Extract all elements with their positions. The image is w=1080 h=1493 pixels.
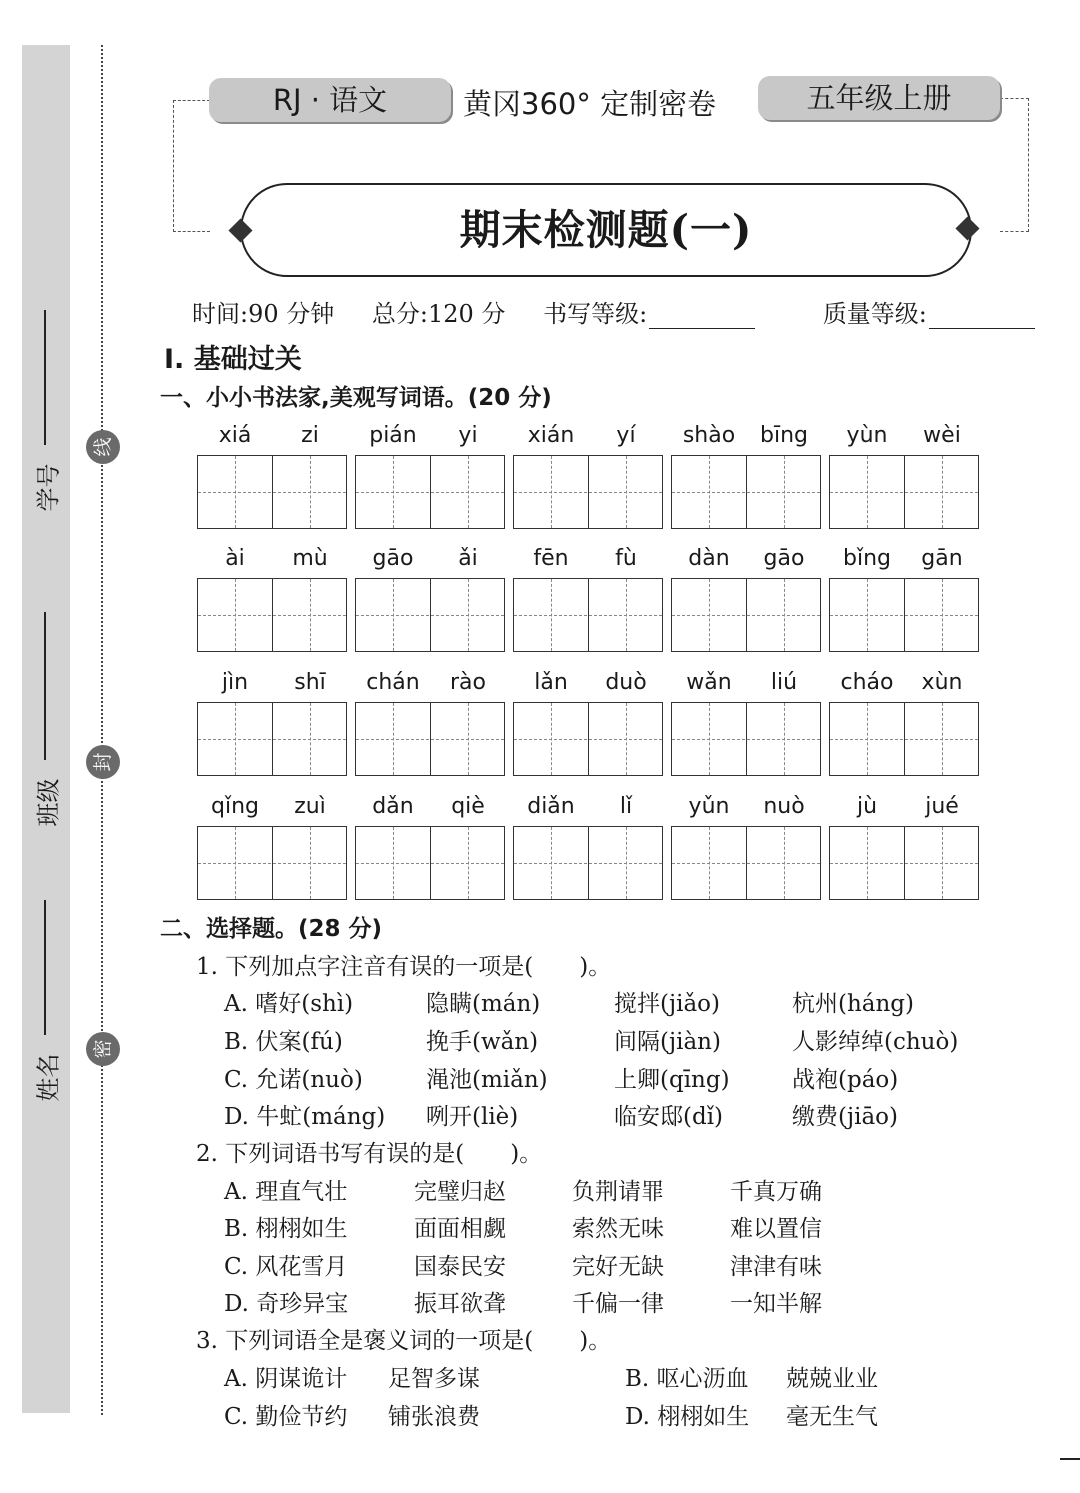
pinyin-label: zuì [294, 794, 326, 819]
writing-box[interactable] [829, 702, 979, 776]
pinyin-label: gān [921, 546, 963, 571]
q2-option[interactable]: A. 理直气壮 [224, 1179, 348, 1205]
pinyin-label: ài [225, 546, 245, 571]
q2-option[interactable]: C. 风花雪月 [224, 1254, 348, 1280]
q1-option: 咧开(liè) [426, 1104, 519, 1130]
writing-box[interactable] [671, 826, 821, 900]
seal-feng: 封 [86, 745, 120, 779]
writing-box[interactable] [197, 455, 347, 529]
q2-option: 面面相觑 [414, 1216, 506, 1242]
pinyin-label: qǐng [211, 794, 259, 819]
q2-option: 振耳欲聋 [414, 1291, 506, 1317]
seal-xian: 线 [86, 430, 120, 464]
q2-stem: 2. 下列词语书写有误的是( )。 [196, 1141, 543, 1167]
writing-box[interactable] [197, 578, 347, 652]
pinyin-label: gāo [372, 546, 414, 571]
pinyin-label: fù [615, 546, 637, 571]
q2-option: 完璧归赵 [414, 1179, 506, 1205]
pinyin-label: dǎn [372, 794, 414, 819]
pinyin-label: shī [294, 670, 326, 695]
pinyin-label: zi [301, 423, 319, 448]
q1-option: 渑池(miǎn) [426, 1067, 548, 1093]
writing-box[interactable] [513, 826, 663, 900]
exam-meta [192, 294, 1080, 329]
q2-option: 千偏一律 [572, 1291, 664, 1317]
pinyin-label: chán [366, 670, 420, 695]
q3-option[interactable]: C. 勤俭节约 [224, 1404, 348, 1430]
writing-box[interactable] [197, 826, 347, 900]
writing-box[interactable] [513, 702, 663, 776]
writing-box[interactable] [513, 455, 663, 529]
class-label: 班级 [34, 778, 63, 827]
pinyin-label: diǎn [527, 794, 575, 819]
pinyin-label: wǎn [686, 670, 732, 695]
writing-box[interactable] [513, 578, 663, 652]
student-id-line [44, 310, 46, 445]
q3-stem: 3. 下列词语全是褒义词的一项是( )。 [196, 1328, 612, 1354]
writing-grade-blank[interactable] [649, 302, 755, 329]
quality-grade: 质量等级: [823, 300, 1065, 328]
q3-option[interactable]: A. 阴谋诡计 [224, 1366, 348, 1392]
pinyin-label: pián [369, 423, 417, 448]
grade-badge: 五年级上册 [758, 76, 1000, 120]
name-line [44, 900, 46, 1035]
q2-option: 一知半解 [730, 1291, 822, 1317]
q1-option: 战袍(páo) [792, 1067, 899, 1093]
writing-box[interactable] [829, 826, 979, 900]
pinyin-label: rào [450, 670, 486, 695]
pinyin-label: mù [292, 546, 328, 571]
writing-box[interactable] [355, 702, 505, 776]
pinyin-label: jìn [221, 670, 249, 695]
pinyin-label: yi [458, 423, 478, 448]
seal-mi: 密 [86, 1032, 120, 1066]
q1-option: 杭州(háng) [792, 991, 915, 1017]
section2-heading: 二、选择题。(28 分) [160, 916, 383, 942]
pinyin-label: lǐ [619, 794, 633, 819]
writing-box[interactable] [355, 826, 505, 900]
pinyin-label: lǎn [534, 670, 568, 695]
pinyin-label: cháo [840, 670, 894, 695]
page-title: 期末检测题(一) [459, 206, 753, 254]
pinyin-label: gāo [763, 546, 805, 571]
part-heading: Ⅰ. 基础过关 [164, 344, 302, 375]
pinyin-label: bīng [760, 423, 808, 448]
q2-option: 国泰民安 [414, 1254, 506, 1280]
q2-option: 千真万确 [730, 1179, 822, 1205]
q1-option[interactable]: B. 伏案(fú) [224, 1029, 343, 1055]
pinyin-label: jué [925, 794, 959, 819]
section1-heading: 一、小小书法家,美观写词语。(20 分) [160, 385, 552, 411]
pinyin-label: xiá [218, 423, 252, 448]
writing-box[interactable] [829, 455, 979, 529]
page-edge-mark [1060, 1458, 1080, 1460]
subject-badge: RJ · 语文 [209, 78, 451, 122]
pinyin-label: xián [527, 423, 575, 448]
q2-option: 负荆请罪 [572, 1179, 664, 1205]
q2-option: 索然无味 [572, 1216, 664, 1242]
pinyin-label: wèi [923, 423, 961, 448]
binding-strip [22, 45, 70, 1413]
quality-grade-blank[interactable] [929, 302, 1035, 329]
q1-option[interactable]: D. 牛虻(máng) [224, 1104, 386, 1130]
student-id-label: 学号 [34, 463, 63, 512]
q1-option: 间隔(jiàn) [614, 1029, 721, 1055]
pinyin-label: qiè [451, 794, 485, 819]
q3-option: 足智多谋 [388, 1366, 480, 1392]
q3-option: 铺张浪费 [388, 1404, 480, 1430]
q3-option: 兢兢业业 [786, 1366, 878, 1392]
frame-right [1000, 98, 1029, 232]
writing-box[interactable] [671, 578, 821, 652]
writing-box[interactable] [355, 455, 505, 529]
writing-grade: 书写等级: [543, 300, 785, 328]
frame-left [173, 100, 210, 232]
q1-option: 上卿(qīng) [614, 1067, 730, 1093]
q2-option: 难以置信 [730, 1216, 822, 1242]
q2-option[interactable]: D. 奇珍异宝 [224, 1291, 349, 1317]
brand-title: 黄冈360° 定制密卷 [463, 87, 717, 121]
pinyin-label: liú [770, 670, 798, 695]
writing-box[interactable] [671, 702, 821, 776]
writing-box[interactable] [197, 702, 347, 776]
pinyin-label: nuò [763, 794, 805, 819]
pinyin-label: yí [616, 423, 636, 448]
cut-line [101, 45, 103, 1415]
total-score: 总分:120 分 [371, 300, 506, 328]
q1-option: 隐瞒(mán) [426, 991, 541, 1017]
pinyin-label: dàn [688, 546, 730, 571]
q3-option[interactable]: D. 栩栩如生 [625, 1404, 750, 1430]
pinyin-label: fēn [533, 546, 569, 571]
pinyin-label: ǎi [458, 546, 478, 571]
pinyin-label: duò [605, 670, 647, 695]
q1-stem: 1. 下列加点字注音有误的一项是( )。 [196, 954, 612, 980]
pinyin-label: jù [856, 794, 878, 819]
q1-option: 挽手(wǎn) [426, 1029, 539, 1055]
q1-option: 搅拌(jiǎo) [614, 991, 720, 1017]
pinyin-label: yǔn [688, 794, 730, 819]
q1-option: 临安邸(dǐ) [614, 1104, 724, 1130]
q1-option[interactable]: C. 允诺(nuò) [224, 1067, 363, 1093]
q2-option[interactable]: B. 栩栩如生 [224, 1216, 348, 1242]
q1-option: 人影绰绰(chuò) [792, 1029, 959, 1055]
pinyin-label: shào [682, 423, 736, 448]
q2-option: 津津有味 [730, 1254, 822, 1280]
name-label: 姓名 [34, 1053, 63, 1102]
writing-box[interactable] [355, 578, 505, 652]
pinyin-label: yùn [846, 423, 888, 448]
class-line [44, 612, 46, 760]
q1-option: 缴费(jiāo) [792, 1104, 898, 1130]
q3-option: 毫无生气 [786, 1404, 878, 1430]
writing-box[interactable] [829, 578, 979, 652]
title-banner [240, 183, 972, 277]
time-info: 时间:90 分钟 [192, 300, 335, 328]
q3-option[interactable]: B. 呕心沥血 [625, 1366, 749, 1392]
pinyin-label: xùn [921, 670, 963, 695]
q2-option: 完好无缺 [572, 1254, 664, 1280]
q1-option[interactable]: A. 嗜好(shì) [224, 991, 354, 1017]
writing-box[interactable] [671, 455, 821, 529]
pinyin-label: bǐng [843, 546, 891, 571]
